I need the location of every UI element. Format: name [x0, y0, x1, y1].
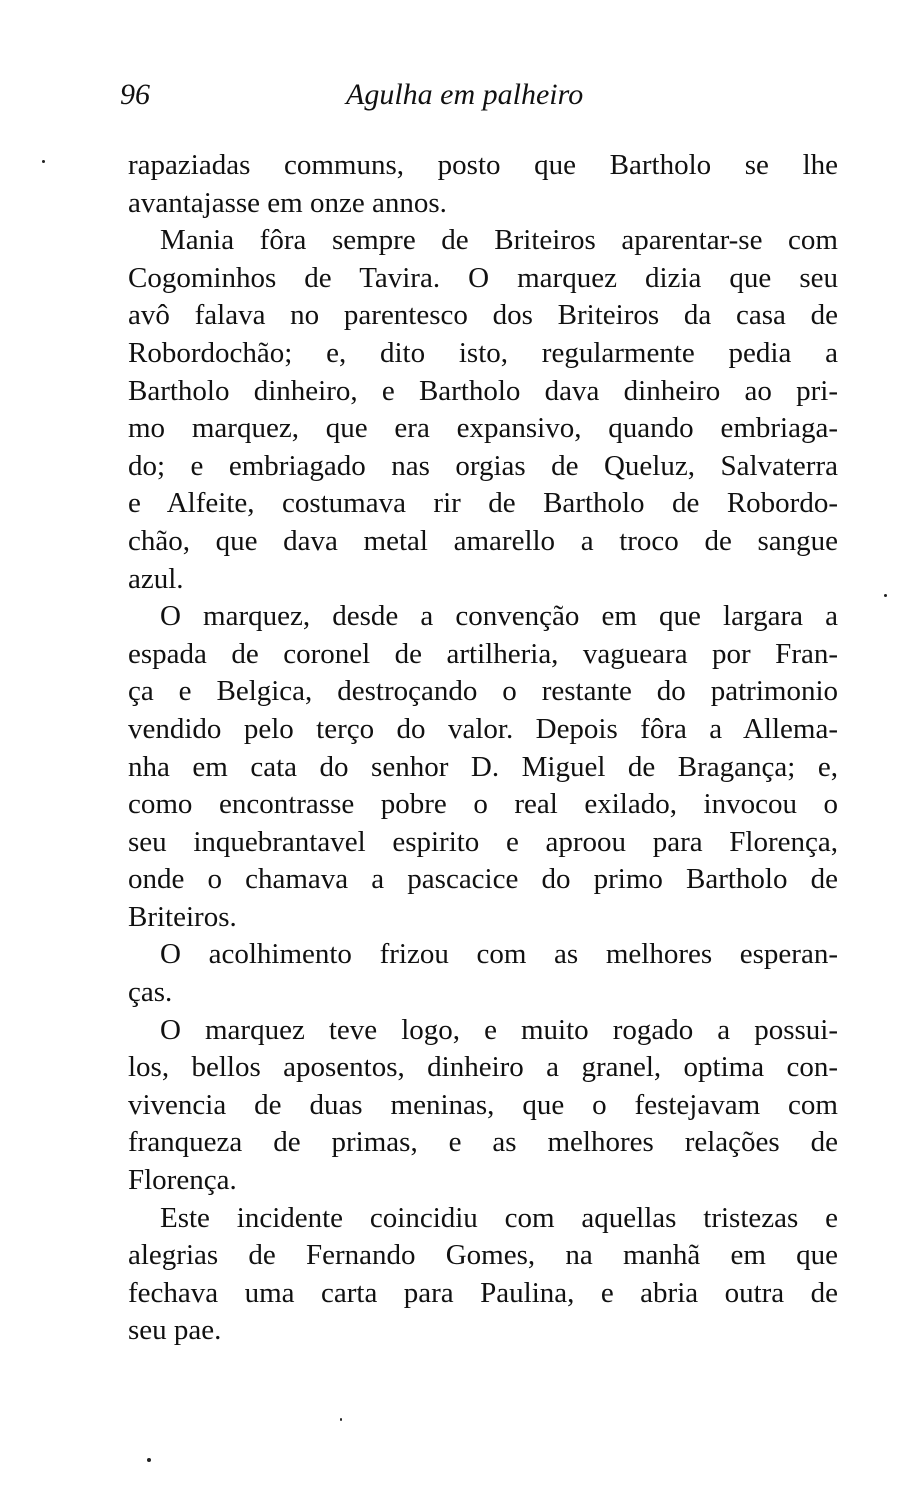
- scan-speck: [884, 594, 887, 597]
- text-line: seu inquebrantavel espirito e aproou para Florença,: [128, 825, 838, 858]
- text-line: los, bellos aposentos, dinheiro a granel, optima con-: [128, 1051, 838, 1084]
- page-number: 96: [120, 78, 150, 111]
- scan-speck: [147, 1458, 151, 1462]
- text-line: fechava uma carta para Paulina, e abria outra de: [128, 1276, 838, 1309]
- text-line: avô falava no parentesco dos Briteiros da casa de: [128, 299, 838, 332]
- text-line: O marquez teve logo, e muito rogado a possui-: [160, 1013, 838, 1046]
- text-line: chão, que dava metal amarello a troco de sangue: [128, 524, 838, 557]
- text-line: franqueza de primas, e as melhores relações de: [128, 1126, 838, 1159]
- body-text: [128, 147, 838, 1350]
- text-line: Bartholo dinheiro, e Bartholo dava dinheiro ao pri-: [128, 374, 838, 407]
- text-line: rapaziadas communs, posto que Bartholo se lhe: [128, 149, 838, 181]
- text-line: do; e embriagado nas orgias de Queluz, Salvaterra: [128, 449, 838, 482]
- text-line: nha em cata do senhor D. Miguel de Bragança; e,: [128, 750, 838, 783]
- text-line: e Alfeite, costumava rir de Bartholo de Robordo-: [128, 487, 838, 520]
- text-line: Florença.: [128, 1164, 237, 1197]
- text-line: mo marquez, que era expansivo, quando embriaga-: [128, 412, 838, 445]
- scan-speck: [340, 1418, 342, 1421]
- text-line: vivencia de duas meninas, que o festejavam com: [128, 1088, 838, 1121]
- text-line: alegrias de Fernando Gomes, na manhã em que: [128, 1239, 838, 1272]
- text-line: Cogominhos de Tavira. O marquez dizia que seu: [128, 261, 838, 294]
- text-line: O marquez, desde a convenção em que largara a: [160, 600, 838, 633]
- paragraph: [128, 598, 838, 936]
- text-line: Robordochão; e, dito isto, regularmente pedia a: [128, 336, 838, 369]
- text-line: O acolhimento frizou com as melhores esperan-: [160, 938, 838, 971]
- page-header: [120, 78, 840, 118]
- paragraph: [128, 147, 838, 222]
- text-line: Mania fôra sempre de Briteiros aparentar-se com: [160, 224, 838, 257]
- text-line: ças.: [128, 976, 173, 1009]
- text-line: espada de coronel de artilheria, vagueara por Fran-: [128, 637, 838, 670]
- text-line: ça e Belgica, destroçando o restante do patrimonio: [128, 675, 838, 708]
- paragraph: [128, 1200, 838, 1350]
- paragraph: [128, 1012, 838, 1200]
- paragraph: [128, 222, 838, 598]
- text-line: azul.: [128, 562, 184, 595]
- text-line: seu pae.: [128, 1314, 222, 1347]
- paragraph: [128, 936, 838, 1011]
- text-line: como encontrasse pobre o real exilado, invocou o: [128, 788, 838, 821]
- text-line: avantajasse em onze annos.: [128, 186, 447, 219]
- text-line: onde o chamava a pascacice do primo Bartholo de: [128, 863, 838, 896]
- running-title: Agulha em palheiro: [346, 78, 584, 111]
- text-line: vendido pelo terço do valor. Depois fôra a Allema-: [128, 712, 838, 745]
- scan-speck: [42, 160, 45, 163]
- text-line: Este incidente coincidiu com aquellas tristezas e: [160, 1201, 838, 1234]
- text-line: Briteiros.: [128, 900, 237, 933]
